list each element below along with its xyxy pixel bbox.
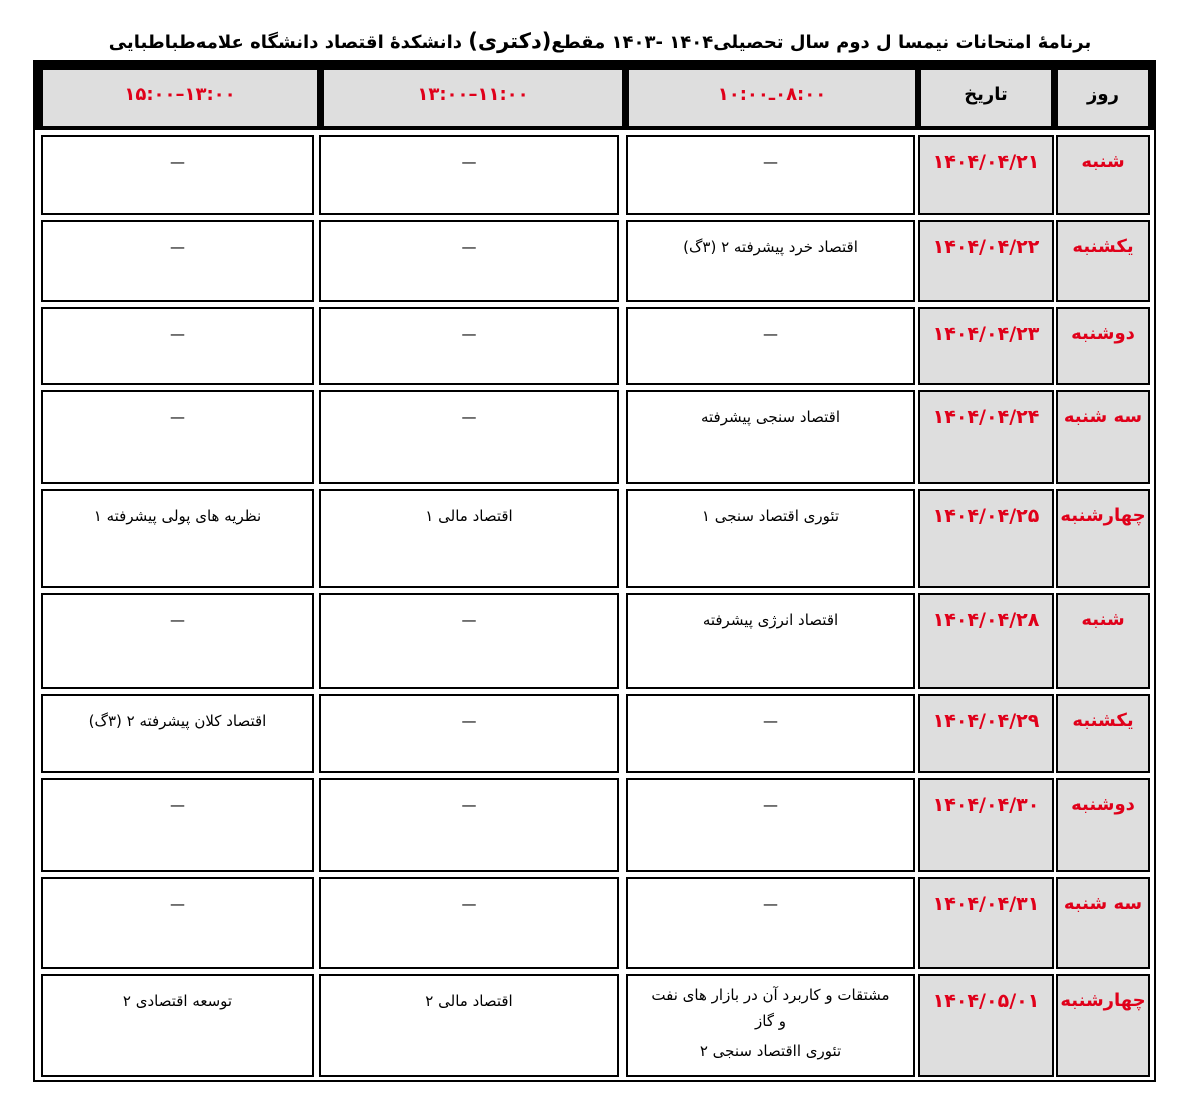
exam-text: اقتصاد انرژی پیشرفته [702,611,839,629]
cell-row-10-date [918,974,1054,1077]
cell-row-6-s2 [319,593,619,689]
exam-text: توسعه اقتصادی ۲ [122,992,233,1010]
exam-text: — [461,796,477,814]
exam-text: نظریه های پولی پیشرفته ۱ [93,507,262,525]
cell-row-9-s2 [319,877,619,969]
exam-text: — [763,712,778,730]
exam-text: — [461,238,477,256]
cell-row-8-date [918,778,1054,872]
exam-text: — [763,796,778,814]
day-text: دوشنبه [1071,794,1135,815]
date-text: ۱۴۰۴/۰۴/۲۳ [932,323,1040,345]
date-text: ۱۴۰۴/۰۴/۲۸ [932,609,1040,631]
cell-row-7-day [1056,694,1150,773]
cell-row-6-date [918,593,1054,689]
page-title [0,26,1200,58]
cell-row-9-date [918,877,1054,969]
cell-row-8-s2 [319,778,619,872]
exam-text: — [461,325,477,343]
exam-text: تئوری اقتصاد سنجی ۱ [701,507,840,525]
cell-row-9-s3 [41,877,314,969]
cell-row-5-s2 [319,489,619,588]
cell-row-2-s2 [319,220,619,302]
cell-row-4-s3 [41,390,314,484]
exam-schedule-table [33,60,1156,1082]
cell-row-1-day [1056,135,1150,215]
cell-row-1-s2 [319,135,619,215]
cell-row-5-s1 [626,489,915,588]
cell-row-3-day [1056,307,1150,385]
day-text: چهارشنبه [1060,990,1146,1011]
cell-row-3-s1 [626,307,915,385]
cell-row-3-s2 [319,307,619,385]
cell-row-5-s3 [41,489,314,588]
exam-text: — [170,895,185,913]
date-text: ۱۴۰۴/۰۴/۲۴ [932,406,1040,428]
exam-text: — [170,408,185,426]
exam-text: اقتصاد سنجی پیشرفته [700,408,841,426]
exam-text: — [461,408,477,426]
exam-text: — [763,895,778,913]
cell-row-7-s3 [41,694,314,773]
cell-row-3-s3 [41,307,314,385]
cell-row-6-s3 [41,593,314,689]
exam-text: — [170,325,185,343]
header-slot-2: ۱۱:۰۰–۱۳:۰۰ [324,70,622,126]
exam-text: — [461,153,477,171]
cell-row-10-s2 [319,974,619,1077]
cell-row-2-s1 [626,220,915,302]
table-header [35,62,1154,130]
date-text: ۱۴۰۴/۰۴/۲۹ [932,710,1040,732]
cell-row-8-day [1056,778,1150,872]
cell-row-9-day [1056,877,1150,969]
cell-row-2-s3 [41,220,314,302]
exam-text: — [461,712,477,730]
cell-row-6-s1 [626,593,915,689]
cell-row-5-day [1056,489,1150,588]
title-text: برنامۀ امتحانات نیمسا ل دوم سال تحصیلی۱۴۰۴ -۱۴۰۳ مقطع [551,32,1092,53]
cell-row-1-date [918,135,1054,215]
exam-text-second: تئوری ااقتصاد سنجی ۲ [699,1042,842,1060]
date-text: ۱۴۰۴/۰۴/۳۰ [932,794,1040,816]
date-text: ۱۴۰۴/۰۴/۳۱ [932,893,1040,915]
cell-row-7-date [918,694,1054,773]
cell-row-10-s3 [41,974,314,1077]
exam-text: — [763,153,778,171]
exam-text: — [170,238,185,256]
cell-row-4-date [918,390,1054,484]
cell-row-7-s2 [319,694,619,773]
exam-text: — [461,611,477,629]
day-text: چهارشنبه [1060,505,1146,526]
cell-row-2-day [1056,220,1150,302]
header-day: روز [1058,70,1148,126]
cell-row-3-date [918,307,1054,385]
header-date: تاریخ [921,70,1051,126]
day-text: شنبه [1081,609,1125,630]
day-text: دوشنبه [1071,323,1135,344]
exam-text: مشتقات و کاربرد آن در بازار های نفت و گاز [651,986,890,1030]
exam-text: — [170,153,185,171]
cell-row-4-day [1056,390,1150,484]
header-slot-3: ۱۳:۰۰–۱۵:۰۰ [43,70,317,126]
exam-text: — [461,895,477,913]
exam-text: — [763,325,778,343]
cell-row-1-s1 [626,135,915,215]
exam-text: اقتصاد مالی ۲ [425,992,513,1010]
exam-text: — [170,611,185,629]
day-text: شنبه [1081,151,1125,172]
cell-row-4-s2 [319,390,619,484]
title-degree: (دکتری) [468,29,552,53]
date-text: ۱۴۰۴/۰۵/۰۱ [932,990,1040,1012]
day-text: سه شنبه [1063,893,1143,914]
cell-row-7-s1 [626,694,915,773]
cell-row-9-s1 [626,877,915,969]
cell-row-5-date [918,489,1054,588]
exam-text: اقتصاد خرد پیشرفته ۲ (۳گ) [683,238,858,256]
cell-row-10-day [1056,974,1150,1077]
cell-row-8-s3 [41,778,314,872]
cell-row-1-s3 [41,135,314,215]
cell-row-8-s1 [626,778,915,872]
exam-text: — [170,796,185,814]
exam-text: اقتصاد مالی ۱ [425,507,513,525]
date-text: ۱۴۰۴/۰۴/۲۵ [932,505,1040,527]
date-text: ۱۴۰۴/۰۴/۲۱ [932,151,1040,173]
day-text: یکشنبه [1072,236,1134,257]
day-text: سه شنبه [1063,406,1143,427]
day-text: یکشنبه [1072,710,1134,731]
exam-text: اقتصاد کلان پیشرفته ۲ (۳گ) [88,712,267,730]
header-slot-1: ۰۸:۰۰ـ۱۰:۰۰ [629,70,915,126]
title-faculty: دانشکدۀ اقتصاد دانشگاه علامه‌طباطبایی [108,32,469,53]
cell-row-4-s1 [626,390,915,484]
cell-row-6-day [1056,593,1150,689]
cell-row-10-s1 [626,974,915,1077]
cell-row-2-date [918,220,1054,302]
date-text: ۱۴۰۴/۰۴/۲۲ [932,236,1040,258]
